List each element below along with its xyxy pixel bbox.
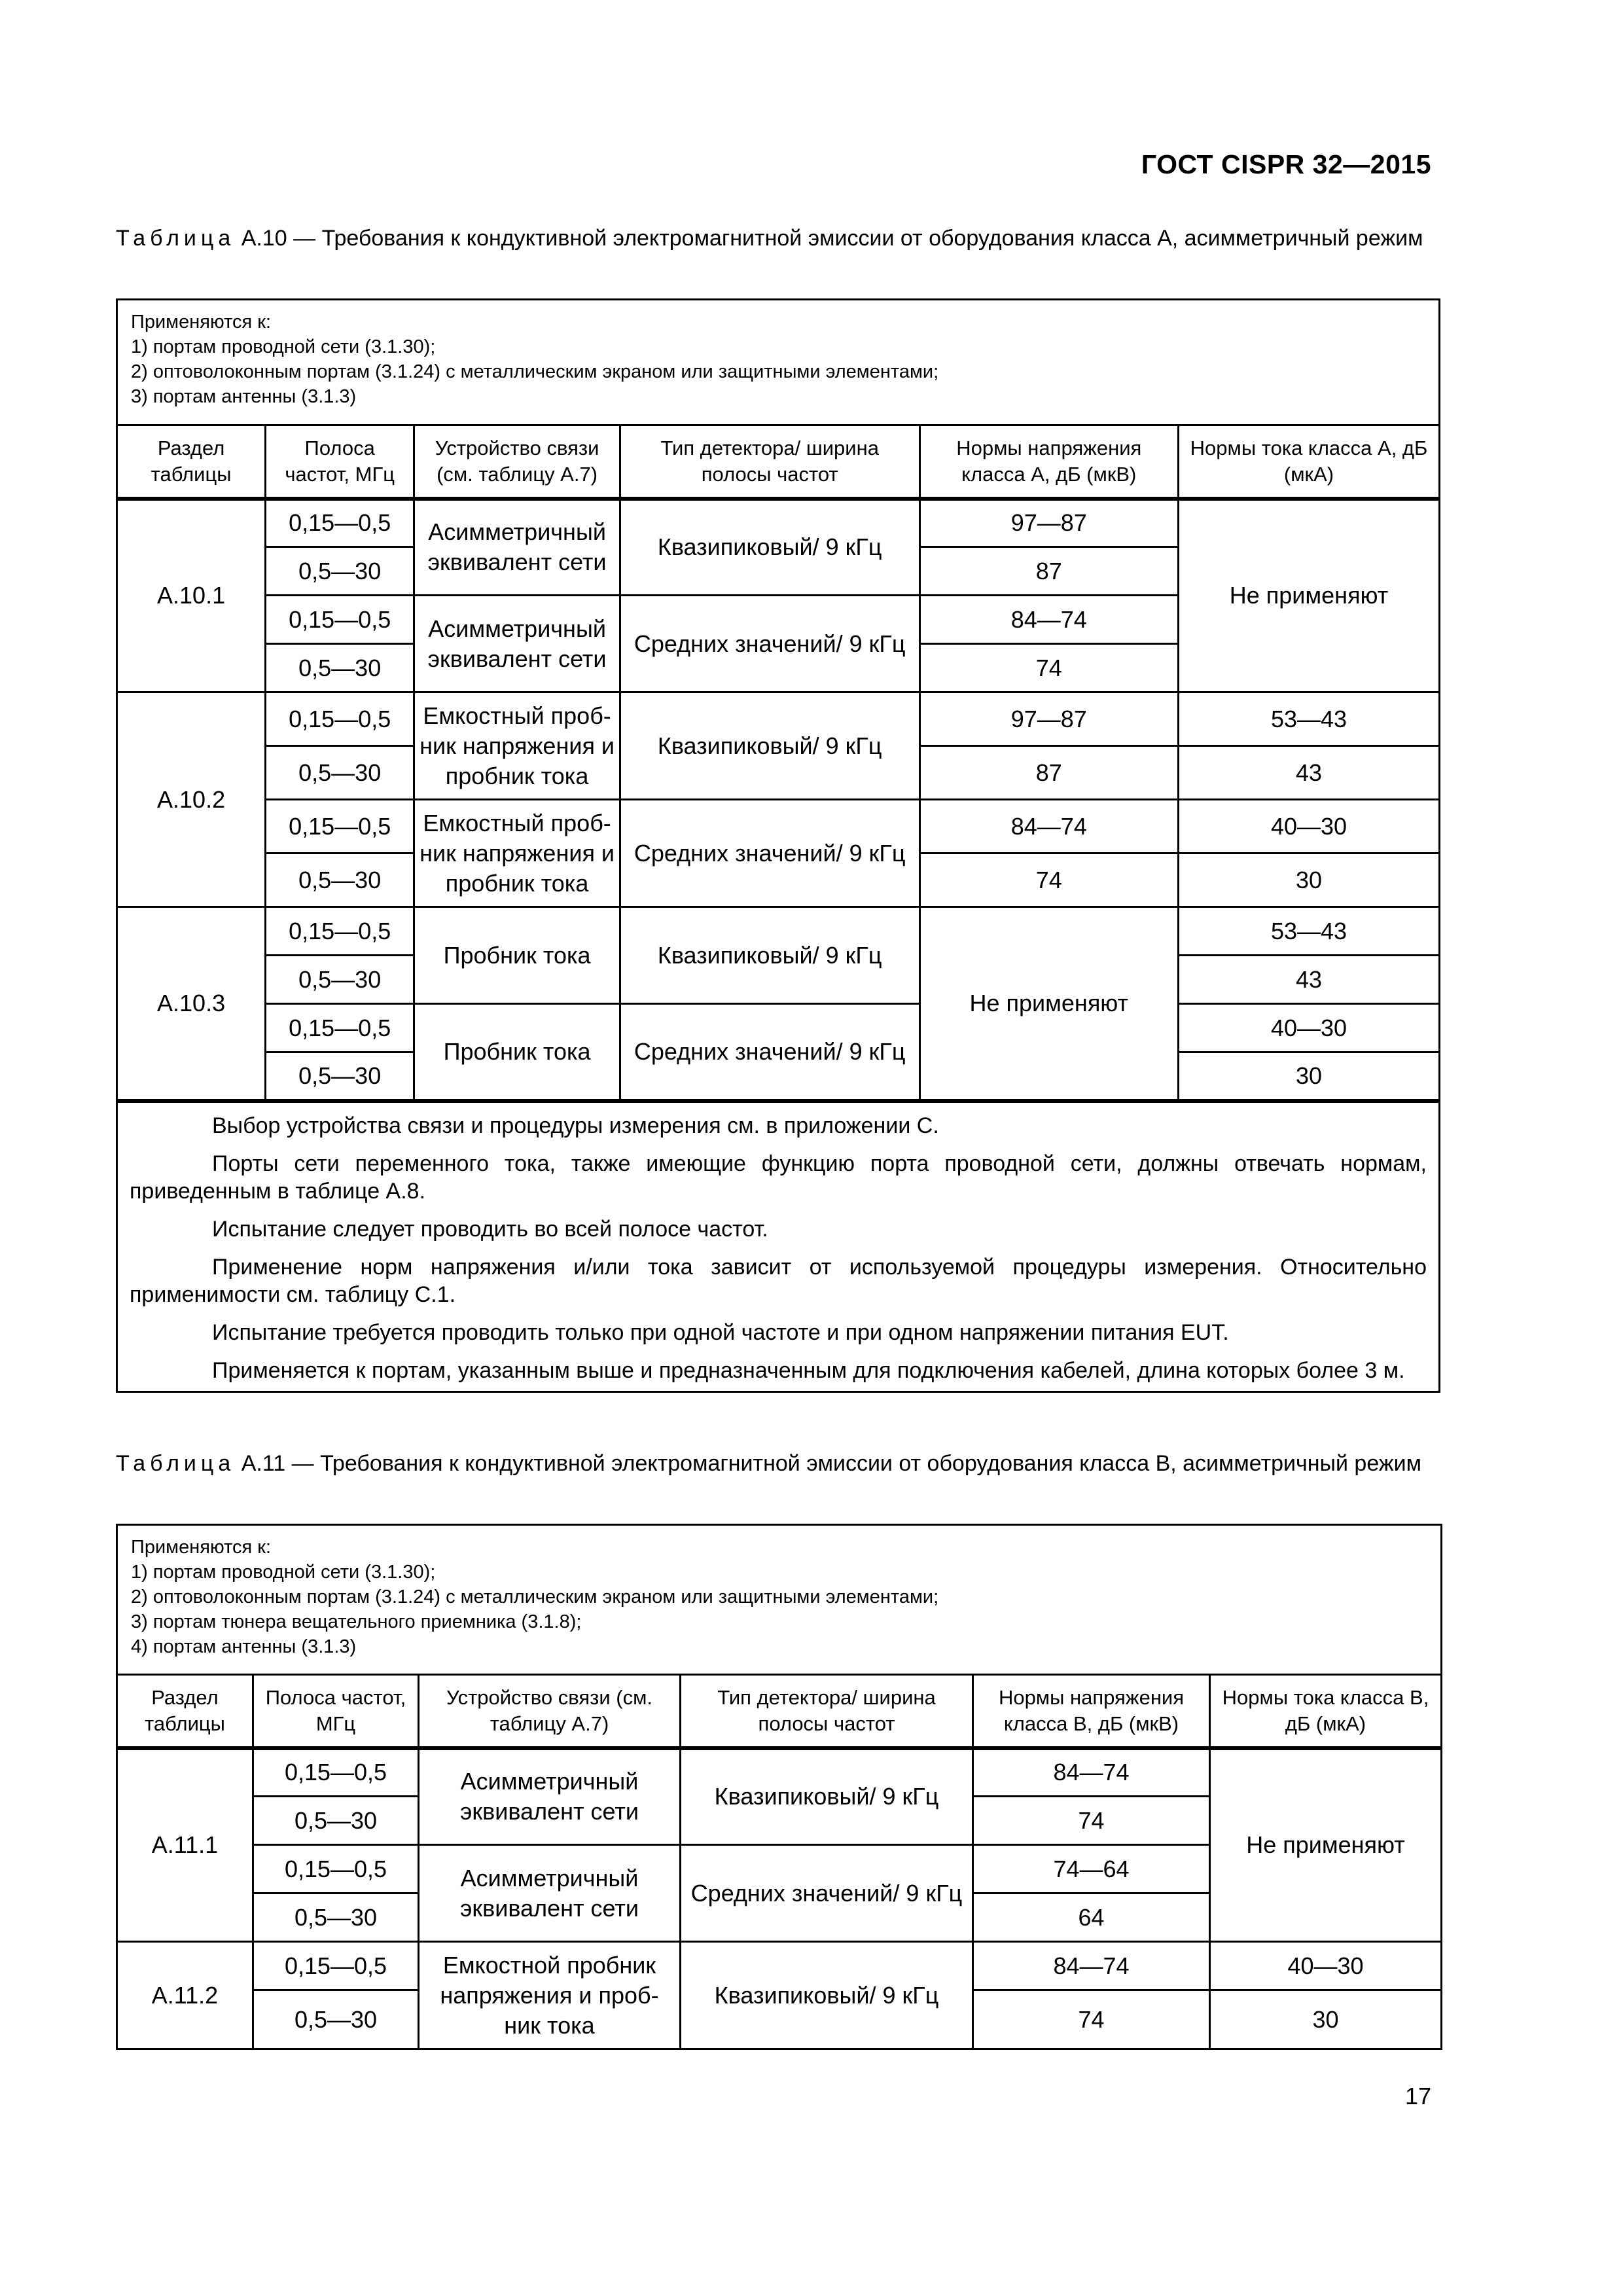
applies-line: Применяются к: — [131, 312, 272, 332]
section-id: А.11.2 — [117, 1942, 253, 2049]
current-cell: 30 — [1179, 853, 1440, 907]
detector-cell: Средних значений/ 9 кГц — [620, 1004, 919, 1101]
freq-cell: 0,15—0,5 — [266, 596, 414, 644]
table-row — [117, 1748, 1442, 1797]
voltage-cell: 84—74 — [919, 800, 1179, 853]
freq-cell: 0,15—0,5 — [266, 800, 414, 853]
table-row — [117, 692, 1440, 746]
voltage-cell: 97—87 — [919, 692, 1179, 746]
device-cell: Емкостный проб-ник напряжения и пробник тока — [414, 800, 620, 907]
note-paragraph: Испытание следует проводить во всей полосе частот. — [212, 1216, 768, 1242]
device-cell: Пробник тока — [414, 907, 620, 1004]
detector-cell: Квазипиковый/ 9 кГц — [681, 1748, 973, 1845]
applies-line: Применяются к: — [131, 1537, 272, 1558]
applies-line: 2) оптоволоконным портам (3.1.24) с металлическим экраном или защитными элементами; — [131, 361, 939, 382]
header-cell: Раздел таблицы — [117, 1675, 253, 1748]
note-paragraph: Порты сети переменного тока, также имеющие функцию порта проводной сети, должны отвечать нормам, приведенным в таблице А.8. — [130, 1151, 1427, 1204]
table-row — [117, 1004, 1440, 1052]
table-a10-caption — [116, 224, 1439, 252]
note-paragraph: Применяется к портам, указанным выше и предназначенным для подключения кабелей, длина которых более 3 м. — [212, 1357, 1405, 1383]
freq-cell: 0,15—0,5 — [266, 499, 414, 547]
section-id: А.10.3 — [117, 907, 266, 1101]
freq-cell: 0,5—30 — [266, 547, 414, 596]
freq-cell: 0,15—0,5 — [253, 1845, 419, 1893]
detector-cell: Средних значений/ 9 кГц — [620, 800, 919, 907]
header-cell: Тип детектора/ ширина полосы частот — [620, 425, 919, 499]
current-cell: 40—30 — [1179, 1004, 1440, 1052]
voltage-cell: 84—74 — [973, 1942, 1210, 1990]
applies-line: 3) портам тюнера вещательного приемника (3.1.8); — [131, 1611, 582, 1632]
table-title: А.11 — Требования к кондуктивной электромагнитной эмиссии от оборудования класса В, асимметричный режим — [235, 1451, 1421, 1476]
detector-cell: Средних значений/ 9 кГц — [620, 596, 919, 692]
note-paragraph: Выбор устройства связи и процедуры измерения см. в приложении С. — [212, 1113, 939, 1138]
section-id: А.11.1 — [117, 1748, 253, 1942]
freq-cell: 0,5—30 — [266, 1052, 414, 1101]
header-cell: Полоса частот, МГц — [253, 1675, 419, 1748]
section-id: А.10.1 — [117, 499, 266, 692]
applies-to-cell — [117, 300, 1440, 425]
table-a10 — [116, 298, 1440, 1393]
header-cell: Устройство связи (см. таблицу А.7) — [419, 1675, 681, 1748]
header-cell: Раздел таблицы — [117, 425, 266, 499]
header-cell: Нормы напряжения класса В, дБ (мкВ) — [973, 1675, 1210, 1748]
voltage-cell: 84—74 — [919, 596, 1179, 644]
freq-cell: 0,15—0,5 — [253, 1942, 419, 1990]
table-label: Таблица — [116, 1451, 236, 1476]
header-cell: Нормы тока класса В, дБ (мкА) — [1210, 1675, 1442, 1748]
current-cell: 40—30 — [1210, 1942, 1442, 1990]
current-cell: Не применяют — [1210, 1748, 1442, 1942]
header-cell: Полоса частот, МГц — [266, 425, 414, 499]
current-cell: 30 — [1210, 1990, 1442, 2049]
table-a11-caption — [116, 1450, 1439, 1477]
detector-cell: Квазипиковый/ 9 кГц — [620, 499, 919, 596]
detector-cell: Квазипиковый/ 9 кГц — [620, 692, 919, 800]
table-row — [117, 1942, 1442, 1990]
device-cell: Пробник тока — [414, 1004, 620, 1101]
device-cell: Асимметричный эквивалент сети — [419, 1748, 681, 1845]
device-cell: Емкостной пробник напряжения и проб-ник тока — [419, 1942, 681, 2049]
applies-line: 1) портам проводной сети (3.1.30); — [131, 336, 436, 357]
header-cell: Нормы тока класса А, дБ (мкА) — [1179, 425, 1440, 499]
current-cell: 53—43 — [1179, 907, 1440, 956]
freq-cell: 0,5—30 — [253, 1797, 419, 1845]
current-cell: Не применяют — [1179, 499, 1440, 692]
applies-line: 3) портам антенны (3.1.3) — [131, 386, 357, 407]
freq-cell: 0,5—30 — [253, 1990, 419, 2049]
voltage-cell: 74—64 — [973, 1845, 1210, 1893]
voltage-cell: 97—87 — [919, 499, 1179, 547]
voltage-cell: 74 — [919, 853, 1179, 907]
freq-cell: 0,5—30 — [266, 853, 414, 907]
freq-cell: 0,15—0,5 — [266, 1004, 414, 1052]
freq-cell: 0,5—30 — [253, 1893, 419, 1942]
voltage-cell: 87 — [919, 746, 1179, 800]
voltage-cell: 64 — [973, 1893, 1210, 1942]
table-title: А.10 — Требования к кондуктивной электромагнитной эмиссии от оборудования класса А, асимметричный режим — [235, 226, 1423, 251]
detector-cell: Средних значений/ 9 кГц — [681, 1845, 973, 1942]
device-cell: Емкостный проб-ник напряжения и пробник тока — [414, 692, 620, 800]
table-row — [117, 907, 1440, 956]
table-label: Таблица — [116, 226, 236, 251]
current-cell: 40—30 — [1179, 800, 1440, 853]
freq-cell: 0,5—30 — [266, 956, 414, 1004]
freq-cell: 0,15—0,5 — [266, 907, 414, 956]
notes-cell — [117, 1101, 1440, 1392]
voltage-cell: Не применяют — [919, 907, 1179, 1101]
header-cell: Тип детектора/ ширина полосы частот — [681, 1675, 973, 1748]
detector-cell: Квазипиковый/ 9 кГц — [681, 1942, 973, 2049]
applies-line: 2) оптоволоконным портам (3.1.24) с металлическим экраном или защитными элементами; — [131, 1587, 939, 1607]
notes-row — [117, 1101, 1440, 1392]
current-cell: 43 — [1179, 746, 1440, 800]
voltage-cell: 87 — [919, 547, 1179, 596]
detector-cell: Квазипиковый/ 9 кГц — [620, 907, 919, 1004]
header-cell: Нормы напряжения класса А, дБ (мкВ) — [919, 425, 1179, 499]
voltage-cell: 74 — [973, 1797, 1210, 1845]
table-row — [117, 800, 1440, 853]
freq-cell: 0,5—30 — [266, 644, 414, 692]
voltage-cell: 74 — [973, 1990, 1210, 2049]
note-paragraph: Применение норм напряжения и/или тока зависит от используемой процедуры измерения. Относительно применимости см. таблицу С.1. — [130, 1254, 1427, 1307]
freq-cell: 0,15—0,5 — [266, 692, 414, 746]
section-id: А.10.2 — [117, 692, 266, 907]
current-cell: 43 — [1179, 956, 1440, 1004]
header-cell: Устройство связи (см. таблицу А.7) — [414, 425, 620, 499]
table-a11 — [116, 1524, 1442, 2050]
page-number: 17 — [1404, 2083, 1431, 2109]
applies-line: 4) портам антенны (3.1.3) — [131, 1636, 357, 1657]
freq-cell: 0,5—30 — [266, 746, 414, 800]
voltage-cell: 84—74 — [973, 1748, 1210, 1797]
current-cell: 30 — [1179, 1052, 1440, 1101]
current-cell: 53—43 — [1179, 692, 1440, 746]
voltage-cell: 74 — [919, 644, 1179, 692]
applies-line: 1) портам проводной сети (3.1.30); — [131, 1562, 436, 1583]
note-paragraph: Испытание требуется проводить только при одной частоте и при одном напряжении питания EUT. — [212, 1319, 1229, 1345]
device-cell: Асимметричный эквивалент сети — [419, 1845, 681, 1942]
table-row — [117, 499, 1440, 547]
document-code: ГОСТ CISPR 32—2015 — [1141, 149, 1431, 179]
freq-cell: 0,15—0,5 — [253, 1748, 419, 1797]
applies-to-cell — [117, 1525, 1442, 1675]
device-cell: Асимметричный эквивалент сети — [414, 596, 620, 692]
device-cell: Асимметричный эквивалент сети — [414, 499, 620, 596]
